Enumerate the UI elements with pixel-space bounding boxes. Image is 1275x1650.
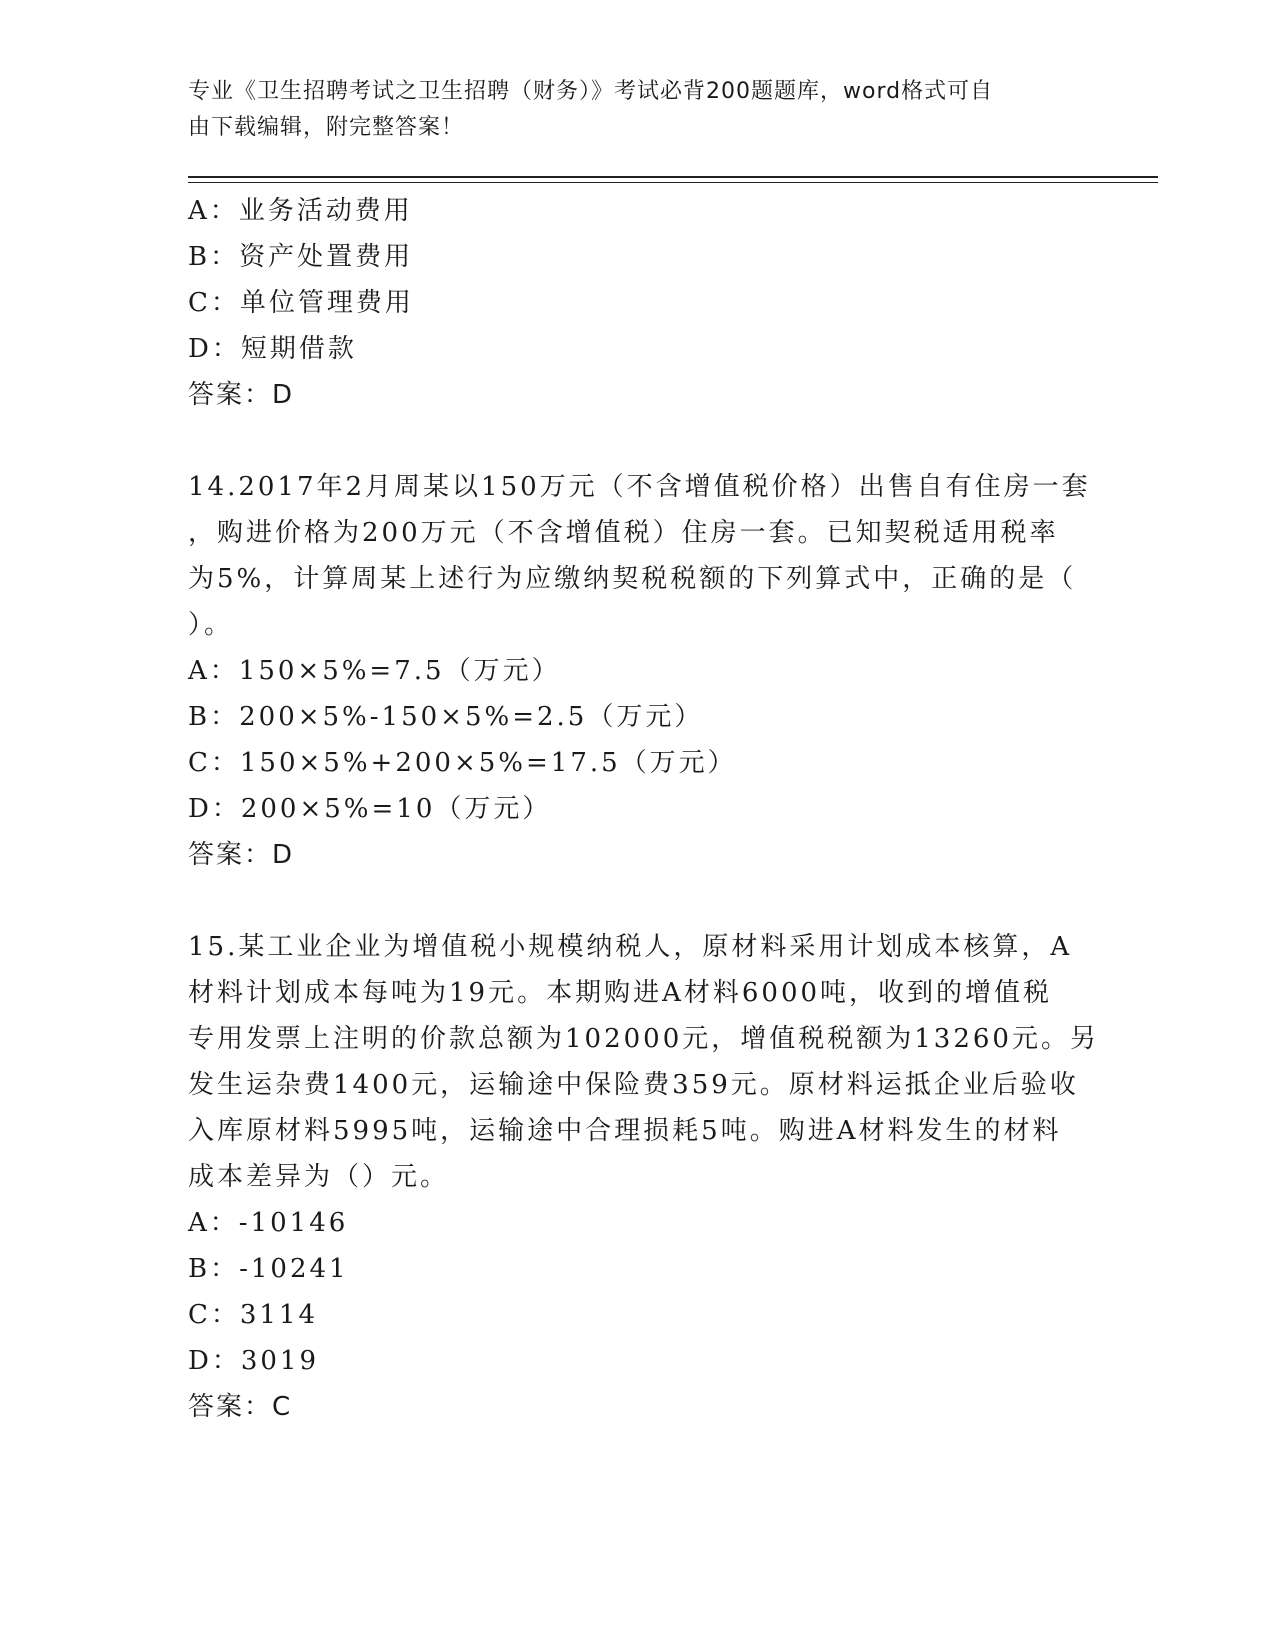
stem-line: 15.某工业企业为增值税小规模纳税人，原材料采用计划成本核算，A [188, 932, 1073, 962]
option-a: A：-10146 [188, 1208, 349, 1238]
option-a: A：150×5%=7.5（万元） [188, 656, 561, 686]
stem-line: ）。 [188, 610, 234, 640]
header-rule-thick [188, 176, 1158, 178]
option-a: A：业务活动费用 [188, 196, 413, 226]
answer: 答案：D [188, 840, 295, 870]
stem-line: 发生运杂费1400元，运输途中保险费359元。原材料运抵企业后验收 [188, 1070, 1079, 1100]
option-b: B：-10241 [188, 1254, 349, 1284]
answer: 答案：D [188, 380, 295, 410]
option-b: B：资产处置费用 [188, 242, 414, 272]
option-c: C：单位管理费用 [188, 288, 414, 318]
page-header [188, 74, 1068, 146]
header-rule-thin [188, 182, 1158, 183]
option-c: C：150×5%+200×5%=17.5（万元） [188, 748, 737, 778]
question-13-options [188, 188, 1088, 418]
stem-line: 专用发票上注明的价款总额为102000元，增值税税额为13260元。另 [188, 1024, 1099, 1054]
stem-line: ，购进价格为200万元（不含增值税）住房一套。已知契税适用税率 [188, 518, 1059, 548]
option-c: C：3114 [188, 1300, 319, 1330]
answer: 答案：C [188, 1392, 293, 1422]
option-d: D：200×5%=10（万元） [188, 794, 552, 824]
question-15 [188, 924, 1099, 1430]
stem-line: 14.2017年2月周某以150万元（不含增值税价格）出售自有住房一套 [188, 472, 1091, 502]
stem-line: 为5%，计算周某上述行为应缴纳契税税额的下列算式中，正确的是（ [188, 564, 1077, 594]
header-line-2: 由下载编辑，附完整答案！ [188, 115, 465, 140]
question-stem [188, 464, 1091, 648]
header-line-1: 专业《卫生招聘考试之卫生招聘（财务）》考试必背200题题库，word格式可自 [188, 79, 994, 104]
option-d: D：3019 [188, 1346, 320, 1376]
document-body [188, 188, 1099, 1430]
question-stem [188, 924, 1099, 1200]
stem-line: 入库原材料5995吨，运输途中合理损耗5吨。购进A材料发生的材料 [188, 1116, 1062, 1146]
stem-line: 成本差异为（）元。 [188, 1162, 450, 1192]
option-b: B：200×5%-150×5%=2.5（万元） [188, 702, 704, 732]
spacer [188, 418, 1088, 464]
spacer [188, 878, 1088, 924]
stem-line: 材料计划成本每吨为19元。本期购进A材料6000吨，收到的增值税 [188, 978, 1053, 1008]
option-d: D：短期借款 [188, 334, 357, 364]
question-14 [188, 464, 1091, 878]
